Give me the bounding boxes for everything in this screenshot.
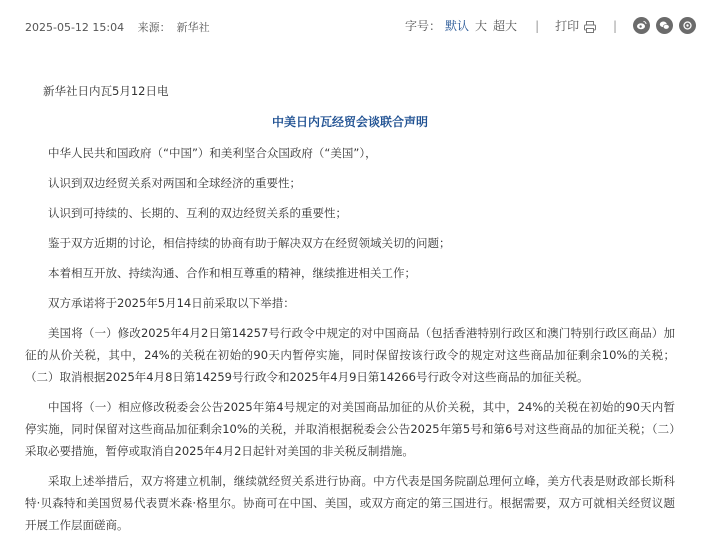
source-label: 来源： (137, 21, 171, 34)
source-name: 新华社 (176, 21, 210, 34)
weibo-icon[interactable] (633, 17, 650, 34)
paragraph-8: 中国将（一）相应修改税委会公告2025年第4号规定的对美国商品加征的从价关税，其中，24%的关税在初始的90天内暂停实施，同时保留对这些商品加征剩余10%的关税，并取消根据税委会公告2025年第5号和第6号对这些商品的加征关税；（二）采取必要措施，暂停或取消自2025年4月2日起针对美国的非关税反制措施。 (25, 400, 675, 458)
toolbar-divider: | (535, 18, 540, 33)
font-size-default[interactable]: 默认 (445, 19, 470, 33)
print-label: 打印 (555, 19, 580, 33)
paragraph-1: 中华人民共和国政府（“中国”）和美利坚合众国政府（“美国”）， (48, 146, 377, 160)
font-size-label: 字号： (405, 19, 442, 33)
font-size-large[interactable]: 大 (475, 19, 488, 33)
paragraph-9: 采取上述举措后，双方将建立机制，继续就经贸关系进行协商。中方代表是国务院副总理何立峰，美方代表是财政部长斯科特·贝森特和美国贸易代表贾米森·格里尔。协商可在中国、美国，或双方商定的第三国进行。根据需要，双方可就相关经贸议题开展工作层面磋商。 (25, 474, 675, 532)
article-toolbar (0, 0, 720, 50)
paragraph-2: 认识到双边经贸关系对两国和全球经济的重要性； (48, 176, 301, 190)
article-title: 中美日内瓦经贸会谈联合声明 (271, 115, 428, 129)
print-button[interactable] (555, 17, 597, 34)
article-tools (405, 17, 696, 34)
paragraph-5: 本着相互开放、持续沟通、合作和相互尊重的精神，继续推进相关工作； (48, 266, 416, 280)
paragraph-4: 鉴于双方近期的讨论，相信持续的协商有助于解决双方在经贸领域关切的问题； (48, 236, 451, 250)
printer-icon (583, 20, 597, 34)
toolbar-divider-2: | (612, 18, 617, 33)
article-dateline: 新华社日内瓦5月12日电 (43, 84, 169, 98)
publish-datetime: 2025-05-12 15:04 (25, 21, 125, 34)
paragraph-6: 双方承诺将于2025年5月14日前采取以下举措： (48, 296, 295, 310)
paragraph-7: 美国将（一）修改2025年4月2日第14257号行政令中规定的对中国商品（包括香港特别行政区和澳门特别行政区商品）加征的从价关税，其中，24%的关税在初始的90天内暂停实施，同时保留按该行政令的规定对这些商品加征剩余10%的关税；（二）取消根据2025年4月8日第14259号行政令和2025年4月9日第14266号行政令对这些商品的加征关税。 (25, 326, 675, 384)
article-meta (25, 19, 220, 35)
more-share-icon[interactable] (679, 17, 696, 34)
font-size-xlarge[interactable]: 超大 (493, 19, 518, 33)
article-body (25, 80, 675, 544)
wechat-icon[interactable] (656, 17, 673, 34)
paragraph-3: 认识到可持续的、长期的、互利的双边经贸关系的重要性； (48, 206, 347, 220)
share-icons (633, 17, 696, 34)
